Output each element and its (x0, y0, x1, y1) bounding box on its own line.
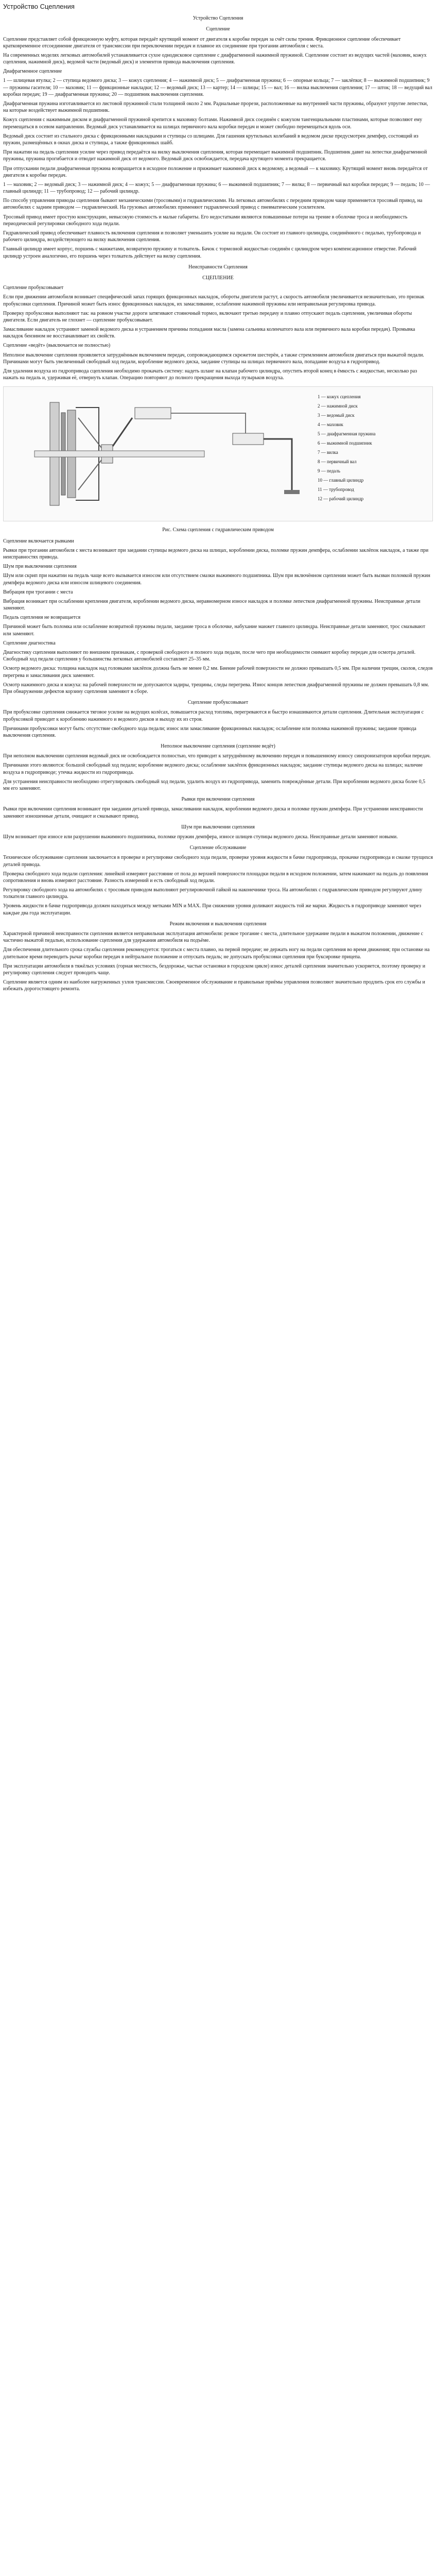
paragraph: Неполное выключение сцепления проявляется затруднённым включением передач, сопровождающимся скрежетом шестерён, а также стремлением автомобиля двигаться при выжатой педали. Причинами могут быть увеличенный свободный ход педали, коробление ведомого диска, заедание ступицы на шлицах первичного вала, попадание воздуха в гидропривод. (3, 352, 424, 365)
callout-label: 1 — кожух сцепления (318, 394, 361, 400)
paragraph: Осмотр нажимного диска и кожуха: на рабочей поверхности не допускаются задиры, трещины, следы перегрева. Износ концов лепестков диафрагменной пружины не должен превышать 0,8 мм. При обнаружении дефектов корзину сцепления заменяют в сборе. (3, 682, 429, 694)
paragraph: Для удаления воздуха из гидропривода сцепления необходимо прокачать систему: надеть шланг на клапан рабочего цилиндра, опустить второй конец в ёмкость с жидкостью, несколько раз нажать на педаль и, удерживая её, отвернуть клапан. Операцию повторяют до полного прекращения выхода пузырьков воздуха. (3, 368, 417, 381)
paragraph: Педаль сцепления не возвращается (3, 615, 81, 621)
paragraph: По способу управления приводы сцепления бывают механическими (тросовыми) и гидравлическими. На легковых автомобилях с передним приводом чаще применяется тросовый привод, на автомобилях с задним приводом — гидравлический. На грузовых автомобилях применяют гидравлический привод с пневматическим усилителем. (3, 198, 423, 211)
section-heading: Сцепление пробуксовывает (187, 700, 249, 706)
section-heading: Режим включения и выключения сцепления (169, 921, 267, 927)
callout-label: 2 — нажимной диск (318, 403, 358, 409)
paragraph: Техническое обслуживание сцепления заключается в проверке и регулировке свободного хода педали, проверке уровня жидкости в бачке гидропривода, прокачке гидропривода и смазке трущихся деталей привода. (3, 855, 433, 868)
callout-label: 3 — ведомый диск (318, 413, 355, 418)
fork-shape (113, 418, 132, 446)
callout-label: 5 — диафрагменная пружина (318, 431, 376, 437)
section-heading: Неполное выключение сцепления (сцепление ведёт) (161, 743, 275, 750)
section-2 (3, 68, 433, 260)
paragraph: Сцепление диагностика (3, 640, 56, 646)
paragraph: Проверку пробуксовки выполняют так: на ровном участке дороги затягивают стояночный тормоз, включают третью передачу и плавно отпускают педаль сцепления, увеличивая обороты двигателя. Если двигатель не глохнет — сцепление пробуксовывает. (3, 310, 412, 323)
paragraph: Шум или скрип при нажатии на педаль чаще всего вызывается износом или отсутствием смазки выжимного подшипника. Шум при включённом сцеплении может быть вызван поломкой пружин демпфера ведомого диска или износом шлицевого соединения. (3, 573, 430, 586)
paragraph: Сцепление (206, 26, 230, 32)
paragraph: При отпускании педали диафрагменная пружина возвращается в исходное положение и прижимает нажимной диск к ведомому, а ведомый — к маховику. Крутящий момент вновь передаётся от двигателя к коробке передач. (3, 165, 428, 178)
section-heading: СЦЕПЛЕНИЕ (202, 275, 234, 281)
paragraph: При неполном выключении сцепления ведомый диск не освобождается полностью, что приводит к затруднённому включению передач и повышенному износу синхронизаторов коробки передач. (3, 753, 431, 759)
paragraph: Осмотр ведомого диска: толщина накладок над головками заклёпок должна быть не менее 0,2 мм. Биение рабочей поверхности не должно превышать 0,5 мм. При наличии трещин, сколов, следов перегрева и замасливания диск заменяют. (3, 666, 433, 679)
input-shaft-shape (34, 451, 204, 457)
paragraph: Ведомый диск состоит из стального диска с фрикционными накладками и ступицы со шлицами. Для гашения крутильных колебаний в ведомом диске предусмотрен демпфер, состоящий из пружин, размещённых в окнах диска и ступицы, а также фрикционных шайб. (3, 133, 418, 146)
pedal-arm-shape (264, 439, 292, 490)
callout-label: 11 — трубопровод (318, 487, 354, 493)
paragraph: Вибрация при трогании с места (3, 589, 73, 595)
page-title: Устройство Сцепления (3, 3, 75, 10)
paragraph: Сцепление включается рывками (3, 538, 74, 544)
clutch-diagram-drawing (4, 387, 432, 520)
slave-cylinder-shape (135, 408, 171, 419)
paragraph: Шум при выключении сцепления (3, 564, 77, 570)
callout-label: 8 — первичный вал (318, 459, 357, 465)
section-5 (3, 844, 433, 992)
section-heading: Устройство Сцепления (193, 15, 243, 22)
section-heading: Сцепление обслуживание (189, 845, 247, 851)
paragraph: Диафрагменная пружина изготавливается из листовой пружинной стали толщиной около 2 мм. Радиальные прорези, расположенные на внутренней части пружины, образуют упругие лепестки, на которые воздействует выжимной подшипник. (3, 101, 428, 114)
paragraph: 1 — маховик; 2 — ведомый диск; 3 — нажимной диск; 4 — кожух; 5 — диафрагменная пружина; 6 — выжимной подшипник; 7 — вилка; 8 — первичный вал коробки передач; 9 — педаль; 10 — главный цилиндр; 11 — трубопровод; 12 — рабочий цилиндр. (3, 181, 430, 195)
paragraph: При нажатии на педаль сцепления усилие через привод передаётся на вилку выключения сцепления, которая перемещает выжимной подшипник. Подшипник давит на лепестки диафрагменной пружины, пружина прогибается и отводит нажимной диск от ведомого. Ведомый диск освобождается, передача крутящего момента прекращается. (3, 149, 427, 162)
paragraph: Диафрагменное сцепление (3, 69, 62, 75)
paragraph: 1 — шлицевая втулка; 2 — ступица ведомого диска; 3 — кожух сцепления; 4 — нажимной диск; 5 — диафрагменная пружина; 6 — опорные кольца; 7 — заклёпки; 8 — выжимной подшипник; 9 — пружины гасителя; 10 — маховик; 11 — фрикционные накладки; 12 — ведомый диск; 13 — картер; 14 — шлицы; 15 — вал; 16 — вилка выключения сцепления; 17 — шток; 18 — ведущий вал коробки передач; 19 — диафрагменная пружина; 20 — подшипник выключения сцепления. (3, 78, 432, 97)
paragraph: Сцепление представляет собой фрикционную муфту, которая передаёт крутящий момент от двигателя к коробке передач за счёт силы трения. Фрикционное сцепление обеспечивает кратковременное отсоединение двигателя от трансмиссии при переключении передач и плавное их соединение при трогании автомобиля с места. (3, 36, 401, 49)
paragraph: Причинами этого являются: большой свободный ход педали; коробление ведомого диска; ослабление заклёпок фрикционных накладок; заедание ступицы ведомого диска на шлицах; наличие воздуха в гидроприводе; утечка жидкости из гидропривода. (3, 762, 423, 775)
paragraph: Шум возникает при износе или разрушении выжимного подшипника, поломке пружин демпфера, износе шлицев ступицы ведомого диска. Неисправные детали заменяют новыми. (3, 834, 398, 840)
section-4 (3, 699, 433, 840)
callout-label: 9 — педаль (318, 468, 340, 474)
paragraph: Рывки при трогании автомобиля с места возникают при заедании ступицы ведомого диска на шлицах, короблении диска, поломке пружин демпфера, ослаблении заклёпок накладок, а также при неисправностях привода. (3, 547, 429, 560)
section-heading: Рывки при включении сцепления (181, 796, 255, 803)
hydraulic-line-shape (171, 413, 246, 433)
paragraph: Главный цилиндр имеет корпус, поршень с манжетами, возвратную пружину и толкатель. Бачок с тормозной жидкостью соединён с цилиндром через компенсационное отверстие. Рабочий цилиндр устроен аналогично, его поршень через толкатель действует на вилку сцепления. (3, 246, 417, 259)
paragraph: Замасливание накладок устраняют заменой ведомого диска и устранением причины попадания масла (замена сальника коленчатого вала или первичного вала коробки передач). Промывка накладок бензином не восстанавливает их свойств. (3, 327, 415, 340)
callout-label: 12 — рабочий цилиндр (318, 496, 364, 502)
paragraph: Сцепление «ведёт» (выключается не полностью) (3, 343, 111, 349)
paragraph: На современных моделях легковых автомобилей устанавливается сухое однодисковое сцепление с диафрагменной нажимной пружиной. Сцепление состоит из ведущих частей (маховик, кожух сцепления, нажимной диск), ведомой части (ведомый диск) и элементов привода выключения сцепления. (3, 52, 427, 65)
paragraph: Уровень жидкости в бачке гидропривода должен находиться между метками MIN и MAX. При снижении уровня доливают жидкость той же марки. Жидкость в гидроприводе заменяют через каждые два года эксплуатации. (3, 903, 422, 916)
paragraph: При эксплуатации автомобиля в тяжёлых условиях (горная местность, бездорожье, частые остановки в городском цикле) износ деталей сцепления значительно ускоряется, поэтому проверку и регулировку сцепления следует проводить чаще. (3, 963, 426, 976)
section-heading: Неисправности Сцепления (188, 264, 248, 270)
paragraph: Кожух сцепления с нажимным диском и диафрагменной пружиной крепится к маховику болтами. Нажимной диск соединён с кожухом тангенциальными пластинами, которые позволяют ему перемещаться в осевом направлении. Ведомый диск устанавливается на шлицах первичного вала коробки передач и может свободно перемещаться вдоль оси. (3, 117, 423, 130)
section-heading: Шум при выключении сцепления (181, 824, 255, 830)
paragraph: Гидравлический привод обеспечивает плавность включения сцепления и позволяет уменьшить усилие на педали. Он состоит из главного цилиндра, соединённого с педалью, трубопровода и рабочего цилиндра, воздействующего на вилку выключения сцепления. (3, 230, 421, 243)
paragraph: Вибрация возникает при ослаблении крепления двигателя, короблении ведомого диска, неравномерном износе накладок и поломке лепестков диафрагменной пружины. Неисправные детали заменяют. (3, 598, 421, 612)
paragraph: Для устранения неисправности необходимо отрегулировать свободный ход педали, удалить воздух из гидропривода, заменить повреждённые детали. При короблении ведомого диска более 0,5 мм его заменяют. (3, 778, 426, 792)
paragraph: Регулировку свободного хода на автомобилях с тросовым приводом выполняют регулировочной гайкой на наконечнике троса. На автомобилях с гидравлическим приводом регулируют длину толкателя главного цилиндра. (3, 887, 423, 900)
callout-label: 10 — главный цилиндр (318, 478, 364, 483)
paragraph: Причинами пробуксовки могут быть: отсутствие свободного хода педали; износ или замасливание фрикционных накладок; ослабление или поломка нажимной пружины; заедание привода выключения сцепления. (3, 725, 416, 738)
paragraph: Если при движении автомобиля возникает специфический запах горящих фрикционных накладок, обороты двигателя растут, а скорость автомобиля увеличивается незначительно, это признак пробуксовки сцепления. Причиной может быть износ фрикционных накладок, их замасливание, ослабление нажимной пружины или неправильная регулировка привода. (3, 294, 425, 307)
paragraph: Характерной причиной неисправности сцепления является неправильная эксплуатация автомобиля: резкое трогание с места, длительное удержание педали в выжатом положении, движение с частично выжатой педалью, использование сцепления для удержания автомобиля на подъёме. (3, 931, 424, 944)
paragraph: Для обеспечения длительного срока службы сцепления рекомендуется: трогаться с места плавно, на первой передаче; не держать ногу на педали сцепления во время движения; при остановке на длительное время переводить рычаг коробки передач в нейтральное положение и отпускать педаль; не допускать пробуксовки сцепления при буксировке прицепа. (3, 947, 430, 960)
paragraph: Рывки при включении сцепления возникают при заедании деталей привода, замасливании накладок, короблении ведомого диска и поломке пружин демпфера. При устранении неисправности заменяют изношенные детали, очищают и смазывают привод. (3, 806, 423, 819)
paragraph: Проверка свободного хода педали сцепления: линейкой измеряют расстояние от пола до верхней поверхности площадки педали в исходном положении, затем нажимают на педаль до появления сопротивления и вновь измеряют расстояние. Разность измерений и есть свободный ход педали. (3, 871, 428, 884)
paragraph: Причиной может быть поломка или ослабление возвратной пружины педали, заедание троса в оболочке, набухание манжет главного цилиндра. Неисправные детали заменяют, трос смазывают или заменяют. (3, 624, 426, 637)
master-cylinder-shape (233, 433, 264, 445)
callout-label: 4 — маховик (318, 422, 343, 428)
document-page (3, 2, 433, 995)
section-3 (3, 264, 433, 695)
paragraph: При пробуксовке сцепления снижается тяговое усилие на ведущих колёсах, повышается расход топлива, перегреваются и быстро изнашиваются детали сцепления. Длительная эксплуатация с пробуксовкой приводит к короблению нажимного и ведомого дисков и выходу их из строя. (3, 709, 424, 722)
callout-label: 6 — выжимной подшипник (318, 440, 372, 446)
figure-caption: Рис. Схема сцепления с гидравлическим приводом (162, 527, 274, 533)
callout-label: 7 — вилка (318, 450, 338, 455)
paragraph: Тросовый привод имеет простую конструкцию, невысокую стоимость и малые габариты. Его недостатками являются повышенные потери на трение в оболочке троса и необходимость периодической регулировки свободного хода педали. (3, 214, 408, 227)
section-1 (3, 15, 433, 65)
paragraph: Сцепление является одним из наиболее нагруженных узлов трансмиссии. Своевременное обслуживание и правильные приёмы управления позволяют значительно продлить срок его службы и избежать дорогостоящего ремонта. (3, 979, 425, 992)
pedal-pad-shape (284, 490, 300, 494)
paragraph: Диагностику сцепления выполняют по внешним признакам, с проверкой свободного и полного хода педали, после чего при необходимости снимают коробку передач для осмотра деталей. Свободный ход педали сцепления у большинства легковых автомобилей составляет 25–35 мм. (3, 650, 416, 663)
paragraph: Сцепление пробуксовывает (3, 285, 64, 291)
clutch-diagram (3, 386, 433, 521)
